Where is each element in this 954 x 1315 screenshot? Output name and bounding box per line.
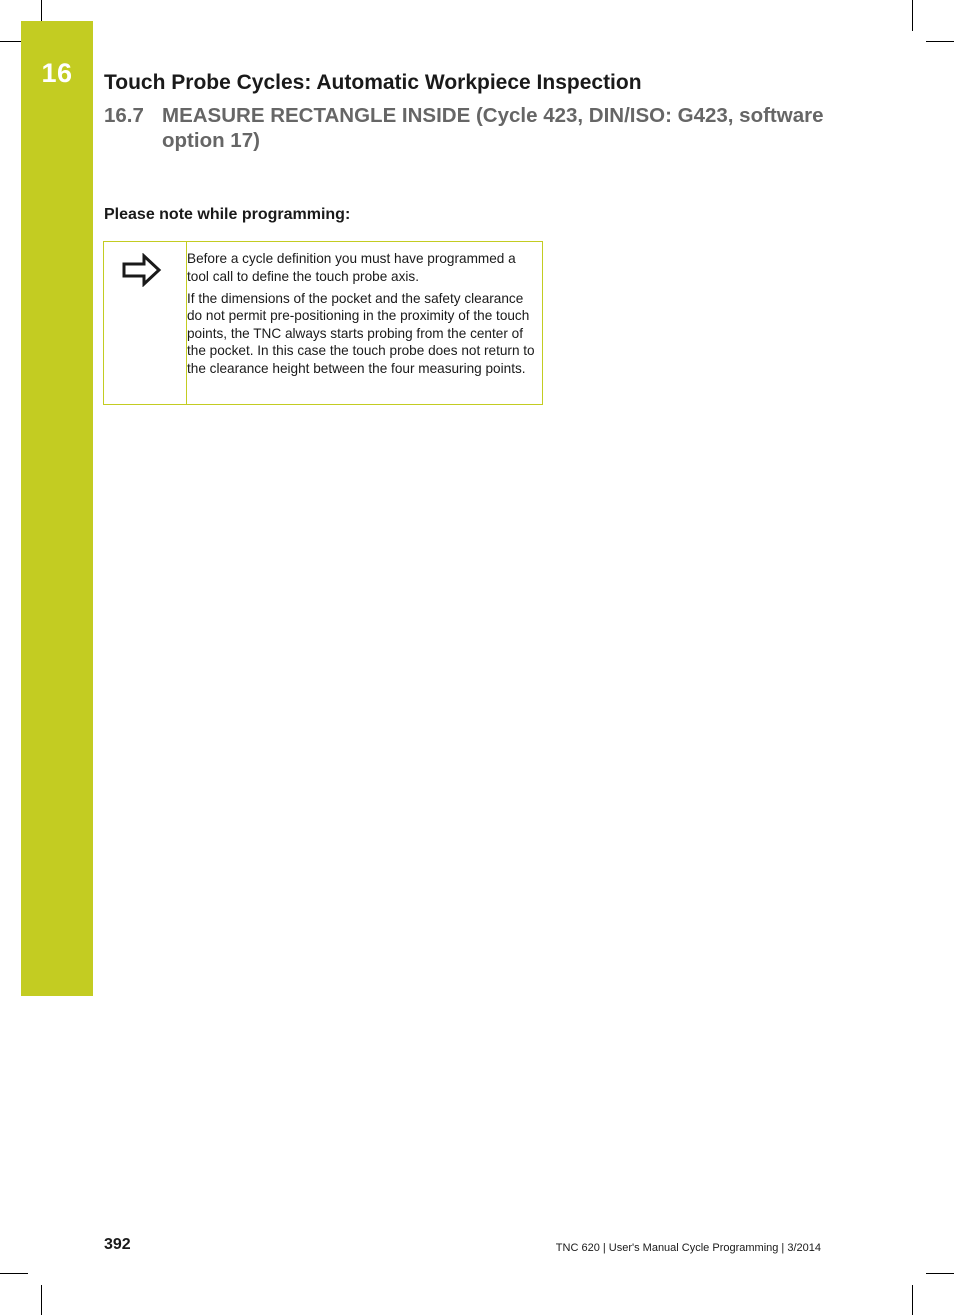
chapter-number: 16: [41, 58, 73, 88]
section-number: 16.7: [104, 104, 144, 127]
note-heading: Please note while programming:: [104, 206, 351, 223]
note-paragraph: If the dimensions of the pocket and the safety clearance do not permit pre-positioning in the proximity of the touch points, the TNC always starts probing from the center of the pocket. In this case the touch probe does not return to the clearance height between the four measuring points.: [187, 290, 535, 377]
note-paragraph: Before a cycle definition you must have programmed a tool call to define the touch probe axis.: [187, 251, 516, 284]
crop-mark: [0, 1273, 28, 1274]
crop-mark: [912, 0, 913, 31]
note-box: [103, 241, 543, 405]
footer-document-info: TNC 620 | User's Manual Cycle Programming | 3/2014: [555, 1242, 821, 1254]
crop-mark: [41, 1285, 42, 1315]
arrow-right-icon: [121, 253, 163, 287]
section-heading: [104, 103, 844, 153]
section-title: MEASURE RECTANGLE INSIDE (Cycle 423, DIN/ISO: G423, software option 17): [162, 104, 824, 152]
chapter-tab: [21, 21, 93, 996]
crop-mark: [912, 1285, 913, 1315]
crop-mark: [926, 41, 954, 42]
crop-mark: [0, 41, 21, 42]
note-text: [187, 250, 537, 382]
page-number: 392: [104, 1236, 131, 1253]
chapter-title: Touch Probe Cycles: Automatic Workpiece Inspection: [104, 71, 642, 94]
crop-mark: [41, 0, 42, 21]
crop-mark: [926, 1273, 954, 1274]
